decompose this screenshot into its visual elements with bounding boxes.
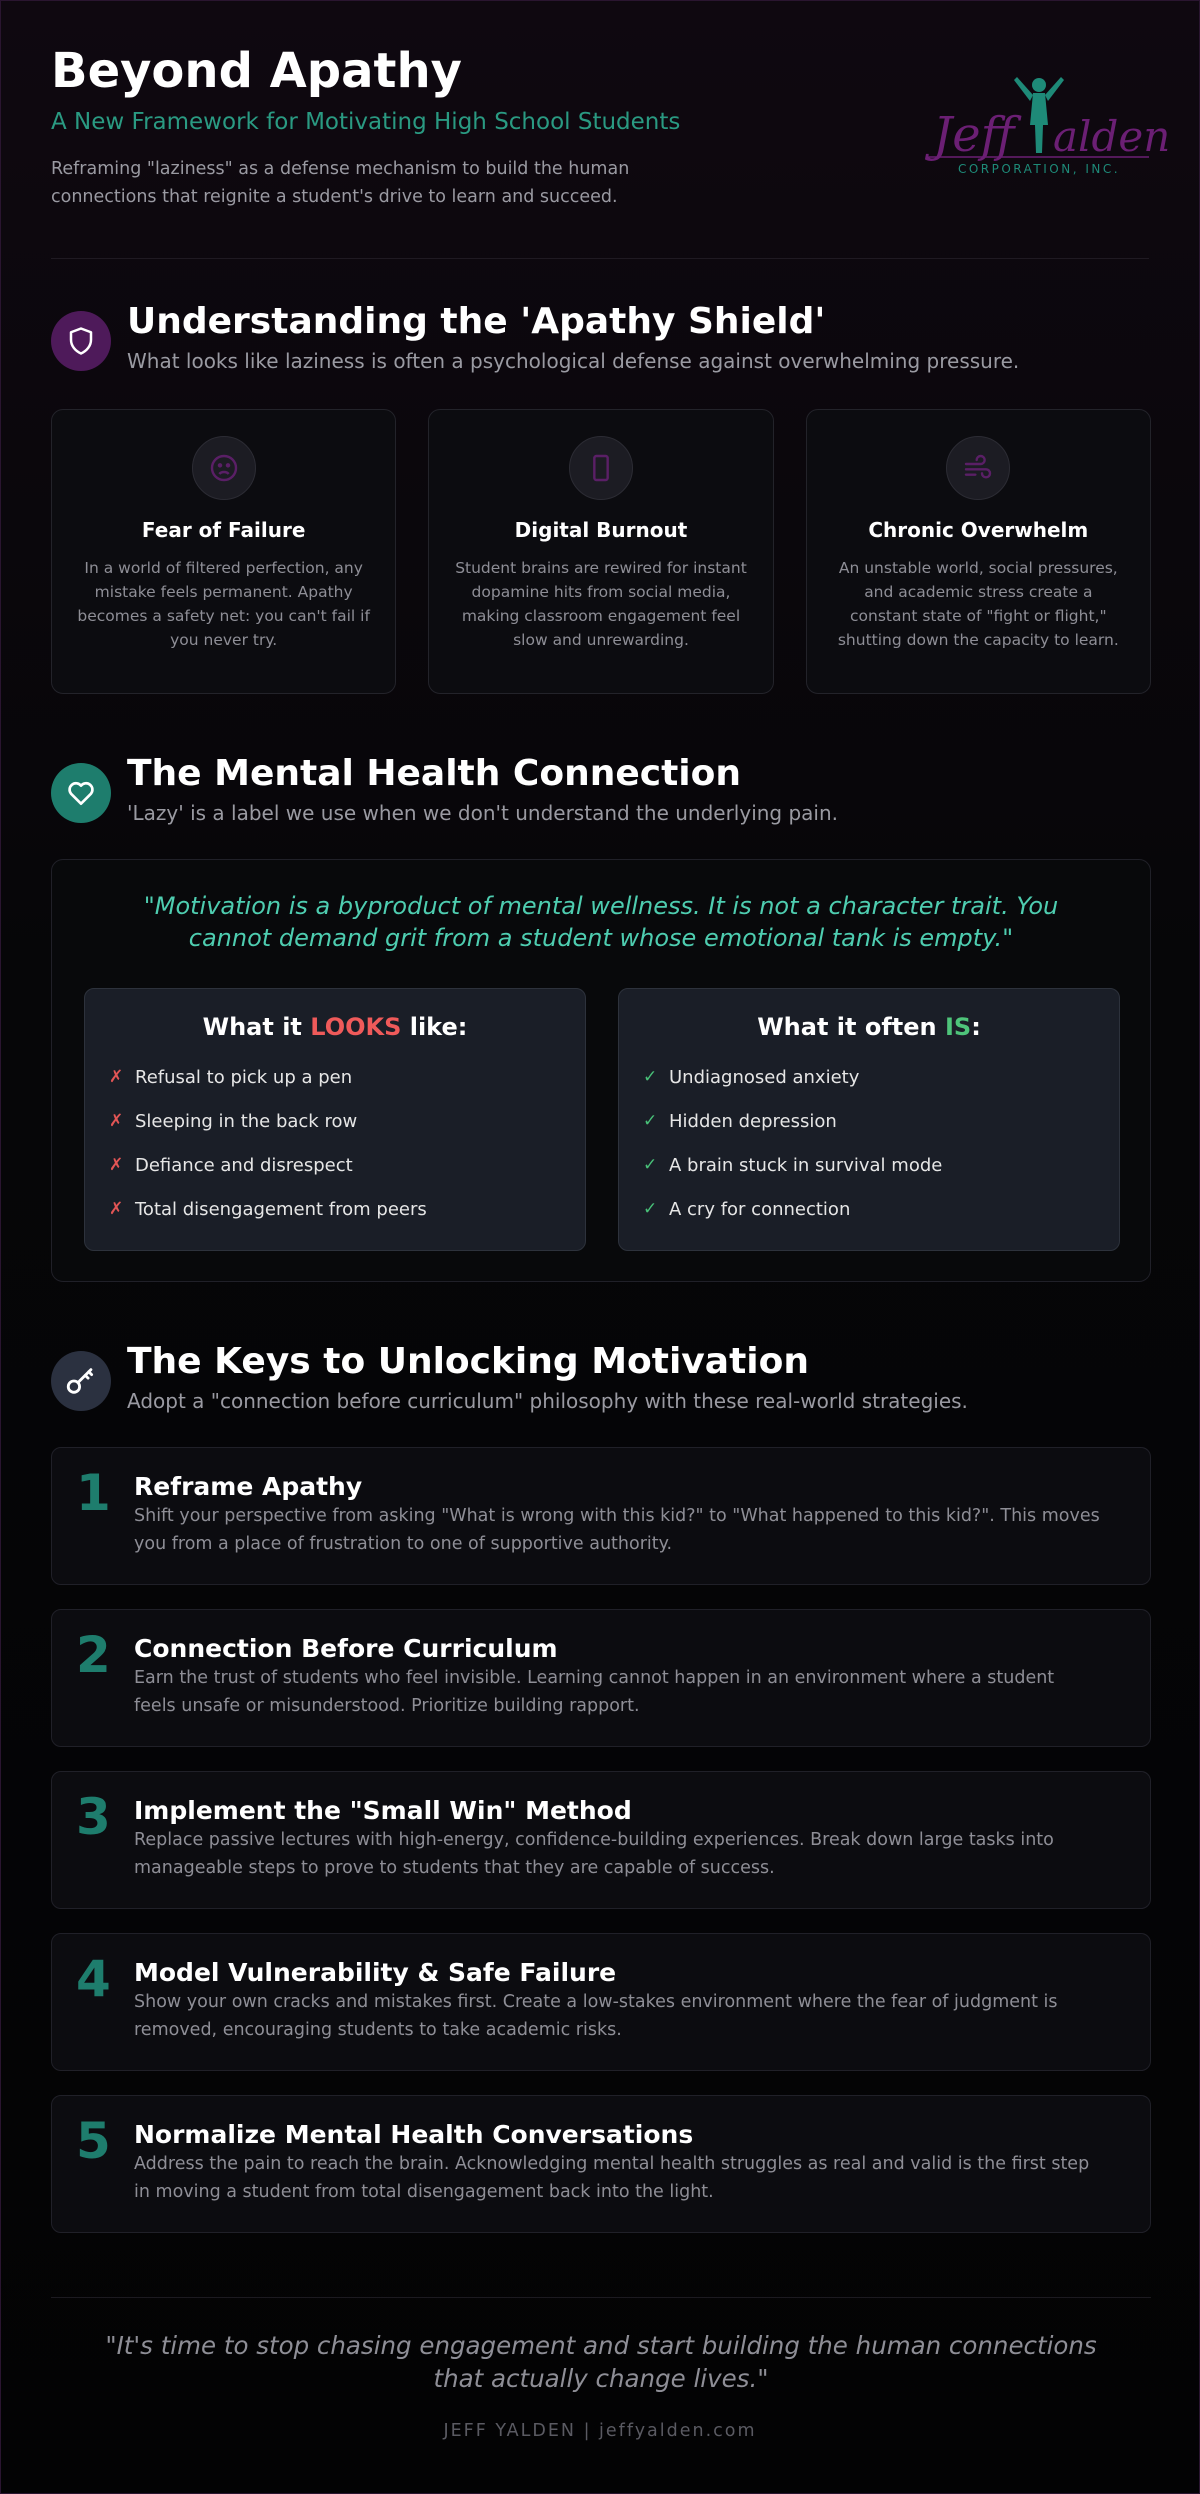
key-icon: [51, 1351, 111, 1411]
card-title: Chronic Overwhelm: [868, 518, 1089, 542]
check-mark-icon: ✓: [643, 1155, 658, 1175]
section-title: Understanding the 'Apathy Shield': [127, 301, 826, 342]
list-item: ✗ Refusal to pick up a pen: [109, 1066, 353, 1088]
jeff-yalden-logo: [929, 73, 1171, 183]
step-card: [51, 2095, 1151, 2233]
step-number: 2: [76, 1626, 111, 1684]
mental-health-quote: "Motivation is a byproduct of mental wellness. It is not a character trait. You cannot demand grit from a student whose emotional tank is empty.": [143, 892, 1059, 952]
step-title: Normalize Mental Health Conversations: [134, 2120, 694, 2149]
heart-icon: [51, 763, 111, 823]
phone-icon: [569, 436, 633, 500]
step-text: Show your own cracks and mistakes first. Create a low-stakes environment where the fear of judgment is removed, encouraging students to take academic risks.: [134, 1992, 1058, 2040]
card-chronic-overwhelm: [806, 409, 1151, 694]
step-text: Replace passive lectures with high-energy, confidence-building experiences. Break down large tasks into manageable steps to prove to students that they are capable of success.: [134, 1830, 1054, 1878]
step-number: 1: [76, 1464, 111, 1522]
logo-tagline: CORPORATION, INC.: [957, 162, 1121, 176]
section-title: The Mental Health Connection: [127, 753, 742, 794]
svg-text:Jeff: Jeff: [933, 107, 1015, 163]
footer-credit: JEFF YALDEN | jeffyalden.com: [443, 2421, 757, 2441]
list-item: ✓ A brain stuck in survival mode: [643, 1154, 943, 1176]
looks-like-heading: What it LOOKS like:: [202, 1013, 468, 1041]
wind-icon: [946, 436, 1010, 500]
section-subtitle: Adopt a "connection before curriculum" philosophy with these real-world strategies.: [127, 1389, 968, 1413]
list-item: ✓ A cry for connection: [643, 1198, 851, 1220]
list-item: ✗ Sleeping in the back row: [109, 1110, 358, 1132]
x-mark-icon: ✗: [109, 1199, 124, 1219]
often-is-heading: What it often IS:: [757, 1013, 981, 1041]
list-item: ✗ Defiance and disrespect: [109, 1154, 353, 1176]
step-title: Model Vulnerability & Safe Failure: [134, 1958, 617, 1987]
section-subtitle: What looks like laziness is often a psychological defense against overwhelming pressure.: [127, 349, 1020, 373]
list-item: ✓ Undiagnosed anxiety: [643, 1066, 860, 1088]
step-title: Reframe Apathy: [134, 1472, 363, 1501]
card-text: In a world of filtered perfection, any mistake feels permanent. Apathy becomes a safety net: you can't fail if you never try.: [77, 559, 370, 649]
header: [51, 1, 1171, 259]
section-header-mental-health: [51, 753, 1151, 833]
often-is-list: [619, 1055, 1119, 1231]
step-card: [51, 1771, 1151, 1909]
sad-face-icon: [192, 436, 256, 500]
section-subtitle: 'Lazy' is a label we use when we don't understand the underlying pain.: [127, 801, 839, 825]
section-header-keys: [51, 1341, 1151, 1421]
step-card: [51, 1447, 1151, 1585]
page-title: Beyond Apathy: [51, 43, 462, 99]
footer-quote: "It's time to stop chasing engagement and start building the human connections that actually change lives.": [105, 2331, 1097, 2393]
check-mark-icon: ✓: [643, 1111, 658, 1131]
footer-divider: [51, 2297, 1151, 2298]
step-card: [51, 1933, 1151, 2071]
apathy-cards: [51, 409, 1151, 694]
step-title: Implement the "Small Win" Method: [134, 1796, 632, 1825]
often-is-column: [618, 988, 1120, 1251]
looks-like-list: [85, 1055, 585, 1231]
infographic-page: [1, 1, 1199, 2493]
x-mark-icon: ✗: [109, 1067, 124, 1087]
section-title: The Keys to Unlocking Motivation: [127, 1341, 809, 1382]
step-card: [51, 1609, 1151, 1747]
step-text: Address the pain to reach the brain. Acknowledging mental health struggles as real and valid is the first step in moving a student from total disengagement back into the light.: [134, 2154, 1090, 2202]
x-mark-icon: ✗: [109, 1111, 124, 1131]
card-text: An unstable world, social pressures, and academic stress create a constant state of "fight or flight," shutting down the capacity to learn.: [837, 559, 1119, 649]
step-number: 5: [76, 2112, 111, 2170]
page-subtitle: A New Framework for Motivating High School Students: [51, 109, 681, 135]
x-mark-icon: ✗: [109, 1155, 124, 1175]
check-mark-icon: ✓: [643, 1199, 658, 1219]
card-title: Digital Burnout: [514, 518, 688, 542]
card-title: Fear of Failure: [141, 518, 306, 542]
step-text: Earn the trust of students who feel invisible. Learning cannot happen in an environment where a student feels unsafe or misunderstood. Prioritize building rapport.: [134, 1668, 1055, 1716]
step-number: 4: [76, 1950, 111, 2008]
card-digital-burnout: [428, 409, 773, 694]
step-number: 3: [76, 1788, 111, 1846]
section-header-apathy-shield: [51, 301, 1151, 381]
card-text: Student brains are rewired for instant dopamine hits from social media, making classroom engagement feel slow and unrewarding.: [455, 559, 747, 649]
mental-health-panel: [51, 859, 1151, 1282]
check-mark-icon: ✓: [643, 1067, 658, 1087]
card-fear-of-failure: [51, 409, 396, 694]
shield-icon: [51, 311, 111, 371]
svg-text:alden: alden: [1053, 112, 1171, 161]
looks-like-column: [84, 988, 586, 1251]
step-title: Connection Before Curriculum: [134, 1634, 558, 1663]
intro-text: Reframing "laziness" as a defense mechanism to build the human connections that reignite a student's drive to learn and succeed.: [51, 159, 630, 207]
list-item: ✓ Hidden depression: [643, 1110, 837, 1132]
list-item: ✗ Total disengagement from peers: [109, 1198, 427, 1220]
step-text: Shift your perspective from asking "What is wrong with this kid?" to "What happened to this kid?". This moves you from a place of frustration to one of supportive authority.: [134, 1506, 1100, 1554]
